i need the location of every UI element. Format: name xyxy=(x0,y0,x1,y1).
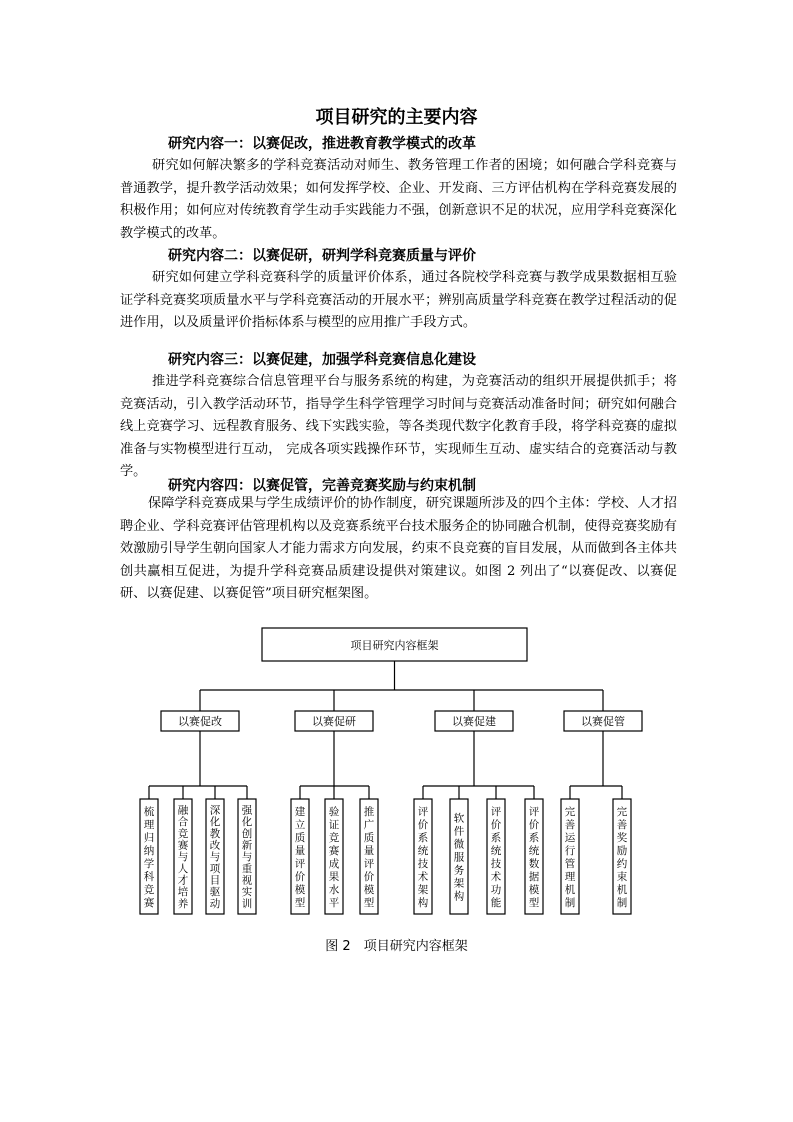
leaf-node-label: 建立质量评价模型 xyxy=(294,806,306,910)
leaf-node-label: 软件微服务架构 xyxy=(453,812,465,903)
section-2-heading: 研究内容二：以赛促研，研判学科竞赛质量与评价 xyxy=(168,248,476,264)
leaf-node-label: 强化创新与重视实训 xyxy=(241,804,253,910)
section-3-body: 推进学科竞赛综合信息管理平台与服务系统的构建，为竞赛活动的组织开展提供抓手；将竞赛活动，引入教学活动环节，指导学生科学管理学习时间与竞赛活动准备时间；研究如何融合线上竞赛学习、远程教育服务、线下实践实验，等各类现代数字化教育手段，将学科竞赛的虚拟准备与实物模型进行互动， 完成各项实践操作环节，实现师生互动、虚实结合的竞赛活动与教学。 xyxy=(120,374,677,480)
leaf-node-label: 评价系统技术架构 xyxy=(417,806,429,910)
section-2-body: 研究如何建立学科竞赛科学的质量评价体系，通过各院校学科竞赛与教学成果数据相互验证学科竞赛奖项质量水平与学科竞赛活动的开展水平；辨别高质量学科竞赛在教学过程活动的促进作用，以及质量评价指标体系与模型的应用推广手段方式。 xyxy=(120,270,677,331)
leaf-node-label: 完善运行管理机制 xyxy=(564,806,576,910)
section-1-heading: 研究内容一：以赛促改，推进教育教学模式的改革 xyxy=(168,136,476,152)
section-3-heading: 研究内容三：以赛促建，加强学科竞赛信息化建设 xyxy=(168,352,476,368)
leaf-node-label: 完善奖励约束机制 xyxy=(616,806,628,910)
leaf-node-label: 深化教改与项目驱动 xyxy=(209,804,221,910)
leaf-node-label: 评价系统数据模型 xyxy=(528,806,540,910)
section-1-body: 研究如何解决繁多的学科竞赛活动对师生、教务管理工作者的困境；如何融合学科竞赛与普通教学，提升教学活动效果；如何发挥学校、企业、开发商、三方评估机构在学科竞赛发展的积极作用；如何应对传统教育学生动手实践能力不强，创新意识不足的状况，应用学科竞赛深化教学模式的改革。 xyxy=(120,158,677,241)
group-node-label: 以赛促研 xyxy=(312,715,356,728)
leaf-node-label: 推广质量评价模型 xyxy=(363,806,375,910)
leaf-node-label: 评价系统技术功能 xyxy=(490,806,502,910)
root-node-label: 项目研究内容框架 xyxy=(350,639,439,652)
section-4-body: 保障学科竞赛成果与学生成绩评价的协作制度，研究课题所涉及的四个主体：学校、人才招聘企业、学科竞赛评估管理机构以及竞赛系统平台技术服务企的协同融合机制，使得竞赛奖励有效激励引导学生朝向国家人才能力需求方向发展，约束不良竞赛的盲目发展，从而做到各主体共创共赢相互促进，为提升学科竞赛品质建设提供对策建议。如图 2 列出了“以赛促改、以赛促研、以赛促建、以赛促管”项目研究框架图。 xyxy=(120,496,677,602)
leaf-node-label: 融合竞赛与人才培养 xyxy=(177,804,189,910)
group-node-label: 以赛促建 xyxy=(452,715,496,728)
page-title: 项目研究的主要内容 xyxy=(315,107,478,128)
group-node-label: 以赛促改 xyxy=(178,715,222,728)
section-4-heading: 研究内容四：以赛促管，完善竞赛奖励与约束机制 xyxy=(168,478,476,494)
group-node-label: 以赛促管 xyxy=(581,715,625,728)
leaf-node-label: 梳理归纳学科竞赛 xyxy=(143,806,155,910)
leaf-node-label: 验证竞赛成果水平 xyxy=(328,806,340,910)
figure-caption: 图 2 项目研究内容框架 xyxy=(325,939,468,954)
